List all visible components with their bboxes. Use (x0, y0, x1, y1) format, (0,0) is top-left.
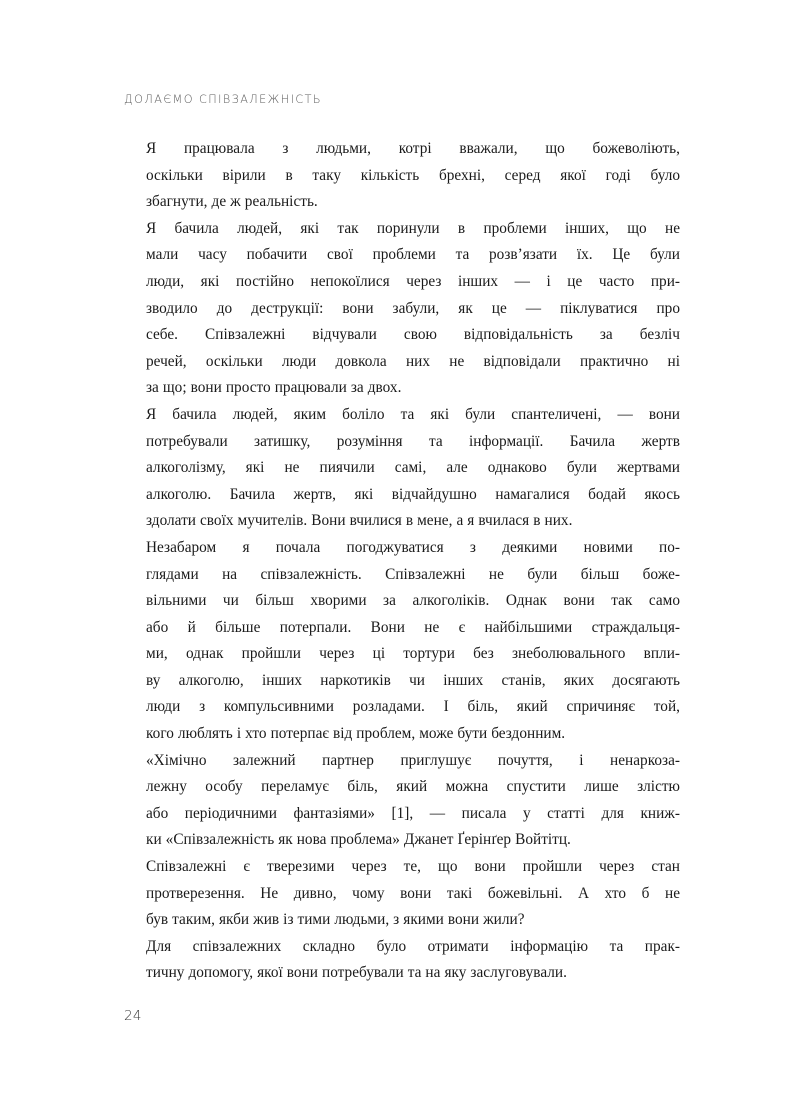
text-line: здолати своїх мучителів. Вони вчилися в мене, а я вчилася в них. (146, 512, 573, 530)
text-line: протверезення. Не дивно, чому вони такі божевільні. А хто б не (146, 884, 680, 902)
paragraph-quotation (124, 748, 680, 854)
text-line: «Хімічно залежний партнер приглушує почуття, і ненаркоза- (146, 751, 680, 769)
text-line: або й більше потерпали. Вони не є найбільшими страждальця- (146, 618, 680, 636)
paragraph (124, 854, 680, 934)
text-line: Я бачила людей, які так поринули в проблеми інших, що не (146, 219, 680, 237)
text-line: Незабаром я почала погоджуватися з деякими новими по- (146, 538, 680, 556)
text-line: тичну допомогу, якої вони потребували та на яку заслуговували. (146, 964, 567, 982)
text-line: лежну особу переламує біль, який можна спустити лише злістю (146, 778, 680, 796)
text-line: ки «Співзалежність як нова проблема» Джанет Ґерінґер Войтітц. (146, 831, 571, 849)
body-text-column (124, 136, 680, 987)
text-line: Я працювала з людьми, котрі вважали, що божеволіють, (146, 140, 680, 157)
text-line: глядами на співзалежність. Співзалежні не були більш боже- (146, 565, 680, 583)
page-number: 24 (124, 1008, 142, 1024)
text-line: Для співзалежних складно було отримати інформацію та прак- (146, 937, 680, 955)
text-line: оскільки вірили в таку кількість брехні, серед якої годі було (146, 166, 680, 184)
text-line: алкоголізму, які не пиячили самі, але однаково були жертвами (146, 459, 680, 477)
text-line: або періодичними фантазіями» [1], — писала у статті для книж- (146, 804, 680, 822)
paragraph (124, 934, 680, 987)
paragraph (124, 402, 680, 535)
text-line: був таким, якби жив із тими людьми, з якими вони жили? (146, 911, 525, 929)
paragraph (124, 136, 680, 216)
text-line: кого люблять і хто потерпає від проблем, може бути бездонним. (146, 725, 566, 743)
text-line: речей, оскільки люди довкола них не відповідали практично ні (146, 352, 680, 370)
text-line: вільними чи більш хворими за алкоголіків. Однак вони так само (146, 592, 680, 610)
paragraph (124, 216, 680, 402)
text-line: люди, які постійно непокоїлися через інших — і це часто при- (146, 272, 680, 290)
paragraph (124, 535, 680, 748)
text-line: Співзалежні є тверезими через те, що вони пройшли через стан (146, 858, 680, 876)
text-line: Я бачила людей, яким боліло та які були спантеличені, — вони (146, 405, 680, 423)
text-line: зводило до деструкції: вони забули, як це — піклуватися про (146, 299, 680, 317)
text-line: мали часу побачити свої проблеми та розв’язати їх. Це були (146, 246, 680, 264)
text-line: ми, однак пройшли через ці тортури без знеболювального впли- (146, 645, 680, 663)
running-header: ДОЛАЄМО СПІВЗАЛЕЖНІСТЬ (124, 93, 323, 106)
text-line: збагнути, де ж реальність. (146, 193, 318, 211)
text-line: алкоголю. Бачила жертв, які відчайдушно намагалися бодай якось (146, 485, 680, 503)
text-line: ву алкоголю, інших наркотиків чи інших станів, яких досягають (146, 671, 680, 689)
text-line: потребували затишку, розуміння та інформації. Бачила жертв (146, 432, 680, 450)
text-line: себе. Співзалежні відчували свою відповідальність за безліч (146, 326, 680, 344)
text-line: за що; вони просто працювали за двох. (146, 379, 402, 397)
text-line: люди з компульсивними розладами. І біль, який спричиняє той, (146, 698, 680, 716)
